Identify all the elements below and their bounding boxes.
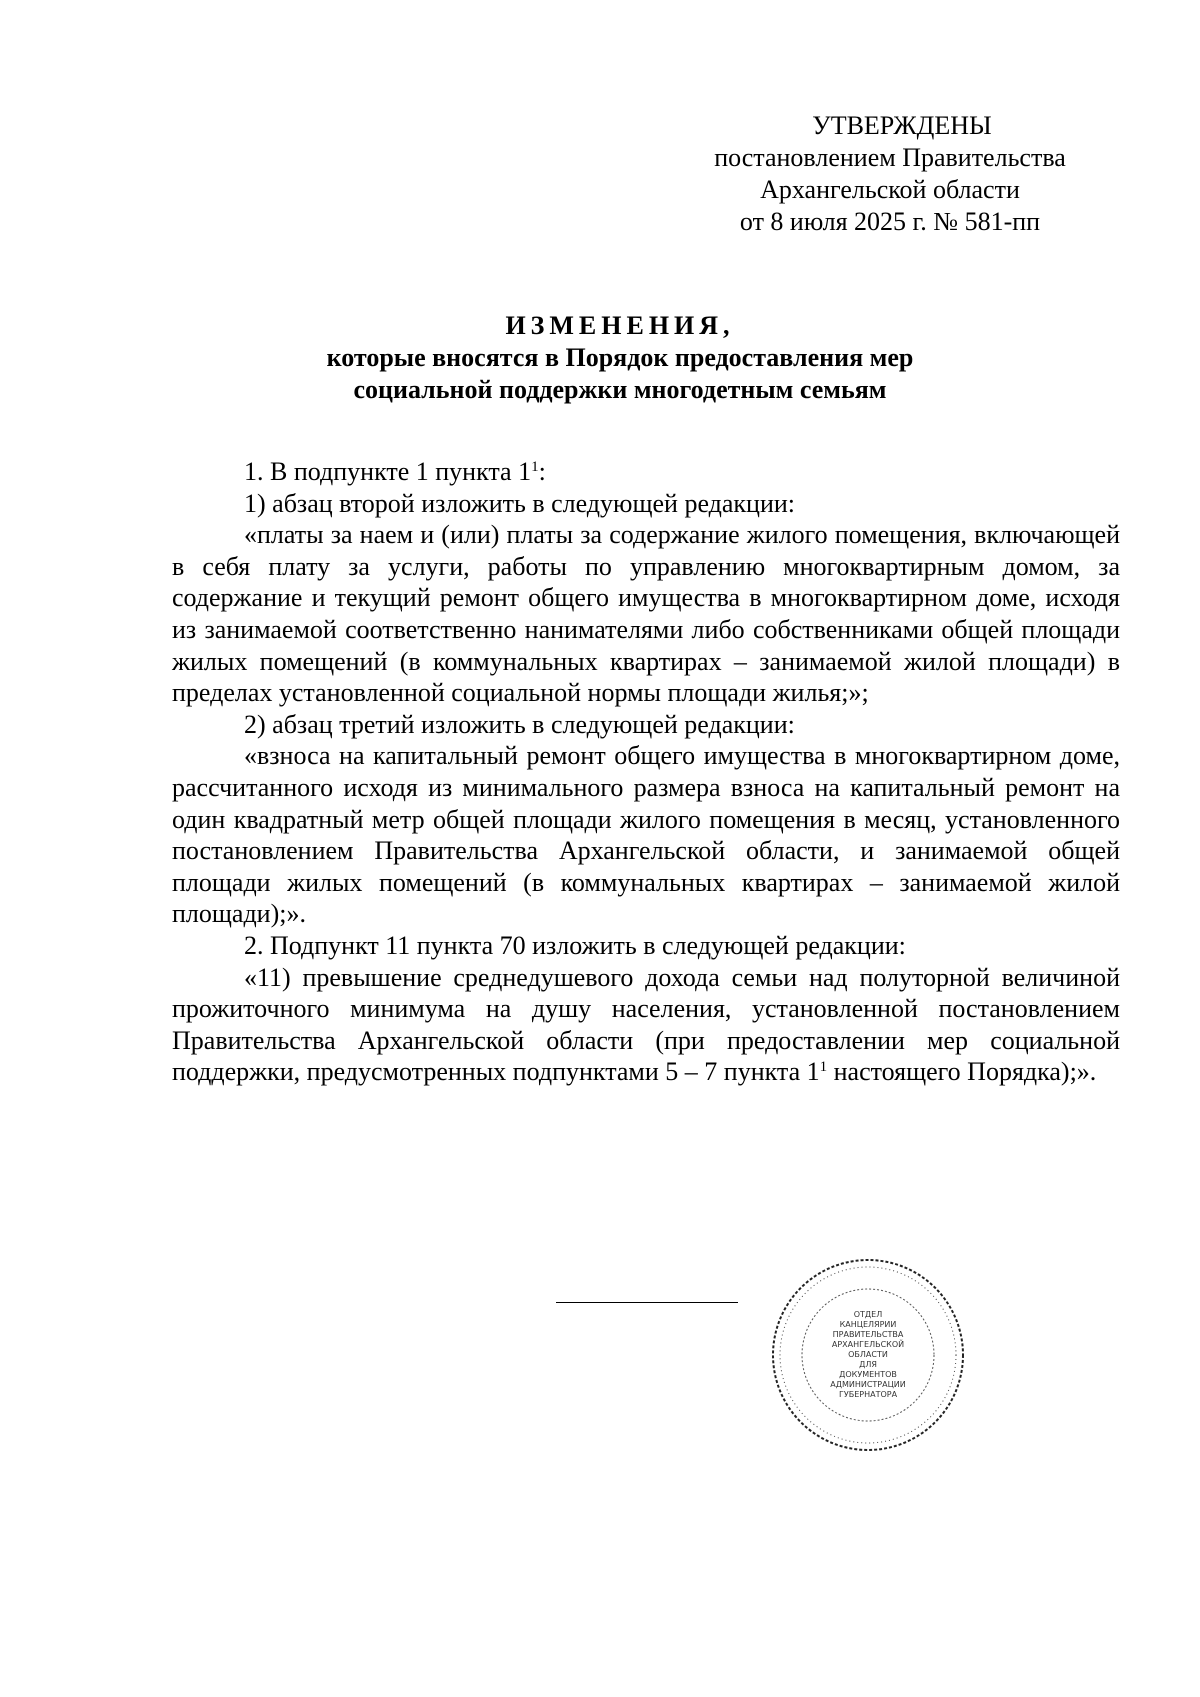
- title-heading: ИЗМЕНЕНИЯ,: [505, 311, 735, 340]
- seal-text-line: ПРАВИТЕЛЬСТВА: [832, 1330, 904, 1339]
- paragraph-7-end: настоящего Порядка);».: [827, 1057, 1097, 1087]
- approval-block: [700, 110, 1080, 238]
- paragraph-2: 1) абзац второй изложить в следующей редакции:: [244, 488, 796, 518]
- paragraph-1-text: 1. В подпункте 1 пункта 1: [244, 457, 532, 486]
- document-title: [170, 310, 1070, 406]
- paragraph-7-superscript: 1: [819, 1059, 828, 1076]
- approval-title: УТВЕРЖДЕНЫ: [812, 111, 992, 140]
- paragraph-7-text: «11) превышение среднедушевого дохода семьи над полуторной величиной прожиточного минимума на душу населения, установленной постановлением Правительства Архангельской области (при предоставлении мер социальной поддержки, предусмотренных подпунктами 5 – 7 пункта 1: [172, 962, 1120, 1087]
- seal-text-line: АРХАНГЕЛЬСКОЙ: [831, 1340, 905, 1349]
- signature-line: [556, 1302, 738, 1303]
- title-line-2: которые вносятся в Порядок предоставления мер: [326, 343, 914, 372]
- paragraph-1-end: :: [538, 457, 546, 486]
- seal-text-line: ДЛЯ: [859, 1360, 877, 1369]
- seal-text-line: ОБЛАСТИ: [848, 1350, 888, 1359]
- paragraph-3: «платы за наем и (или) платы за содержание жилого помещения, включающей в себя плату за услуги, работы по управлению многоквартирным домом, за содержание и текущий ремонт общего имущества в многоквартирном доме, исходя из занимаемой соответственно нанимателями либо собственниками общей площади жилых помещений (в коммунальных квартирах – занимаемой жилой площади) в пределах установленной социальной нормы площади жилья;»;: [172, 520, 1120, 708]
- seal-text-line: ДОКУМЕНТОВ: [839, 1370, 897, 1379]
- paragraph-5: «взноса на капитальный ремонт общего имущества в многоквартирном доме, рассчитанного исходя из минимального размера взноса на капитальный ремонт на один квадратный метр общей площади жилого помещения в месяц, установленного постановлением Правительства Архангельской области, и занимаемой общей площади жилых помещений (в коммунальных квартирах – занимаемой жилой площади);».: [172, 741, 1120, 929]
- approval-date-number: от 8 июля 2025 г. № 581-пп: [739, 207, 1041, 236]
- document-body: [172, 456, 1120, 1088]
- paragraph-6: 2. Подпункт 11 пункта 70 изложить в следующей редакции:: [244, 930, 906, 960]
- title-line-3: социальной поддержки многодетным семьям: [353, 375, 887, 404]
- paragraph-7: [172, 962, 1120, 1088]
- approval-authority: постановлением Правительства: [714, 143, 1066, 172]
- seal-text-line: АДМИНИСТРАЦИИ: [830, 1380, 906, 1389]
- seal-text-line: ГУБЕРНАТОРА: [838, 1390, 898, 1399]
- seal-text-line: ОТДЕЛ: [853, 1310, 883, 1319]
- approval-region: Архангельской области: [760, 175, 1020, 204]
- seal-graphic: [768, 1255, 968, 1455]
- seal-text-line: КАНЦЕЛЯРИИ: [839, 1320, 897, 1329]
- paragraph-4: 2) абзац третий изложить в следующей редакции:: [244, 709, 795, 739]
- paragraph-1: [172, 456, 1120, 488]
- paragraph-1-superscript: 1: [531, 459, 539, 475]
- official-seal: [768, 1255, 968, 1455]
